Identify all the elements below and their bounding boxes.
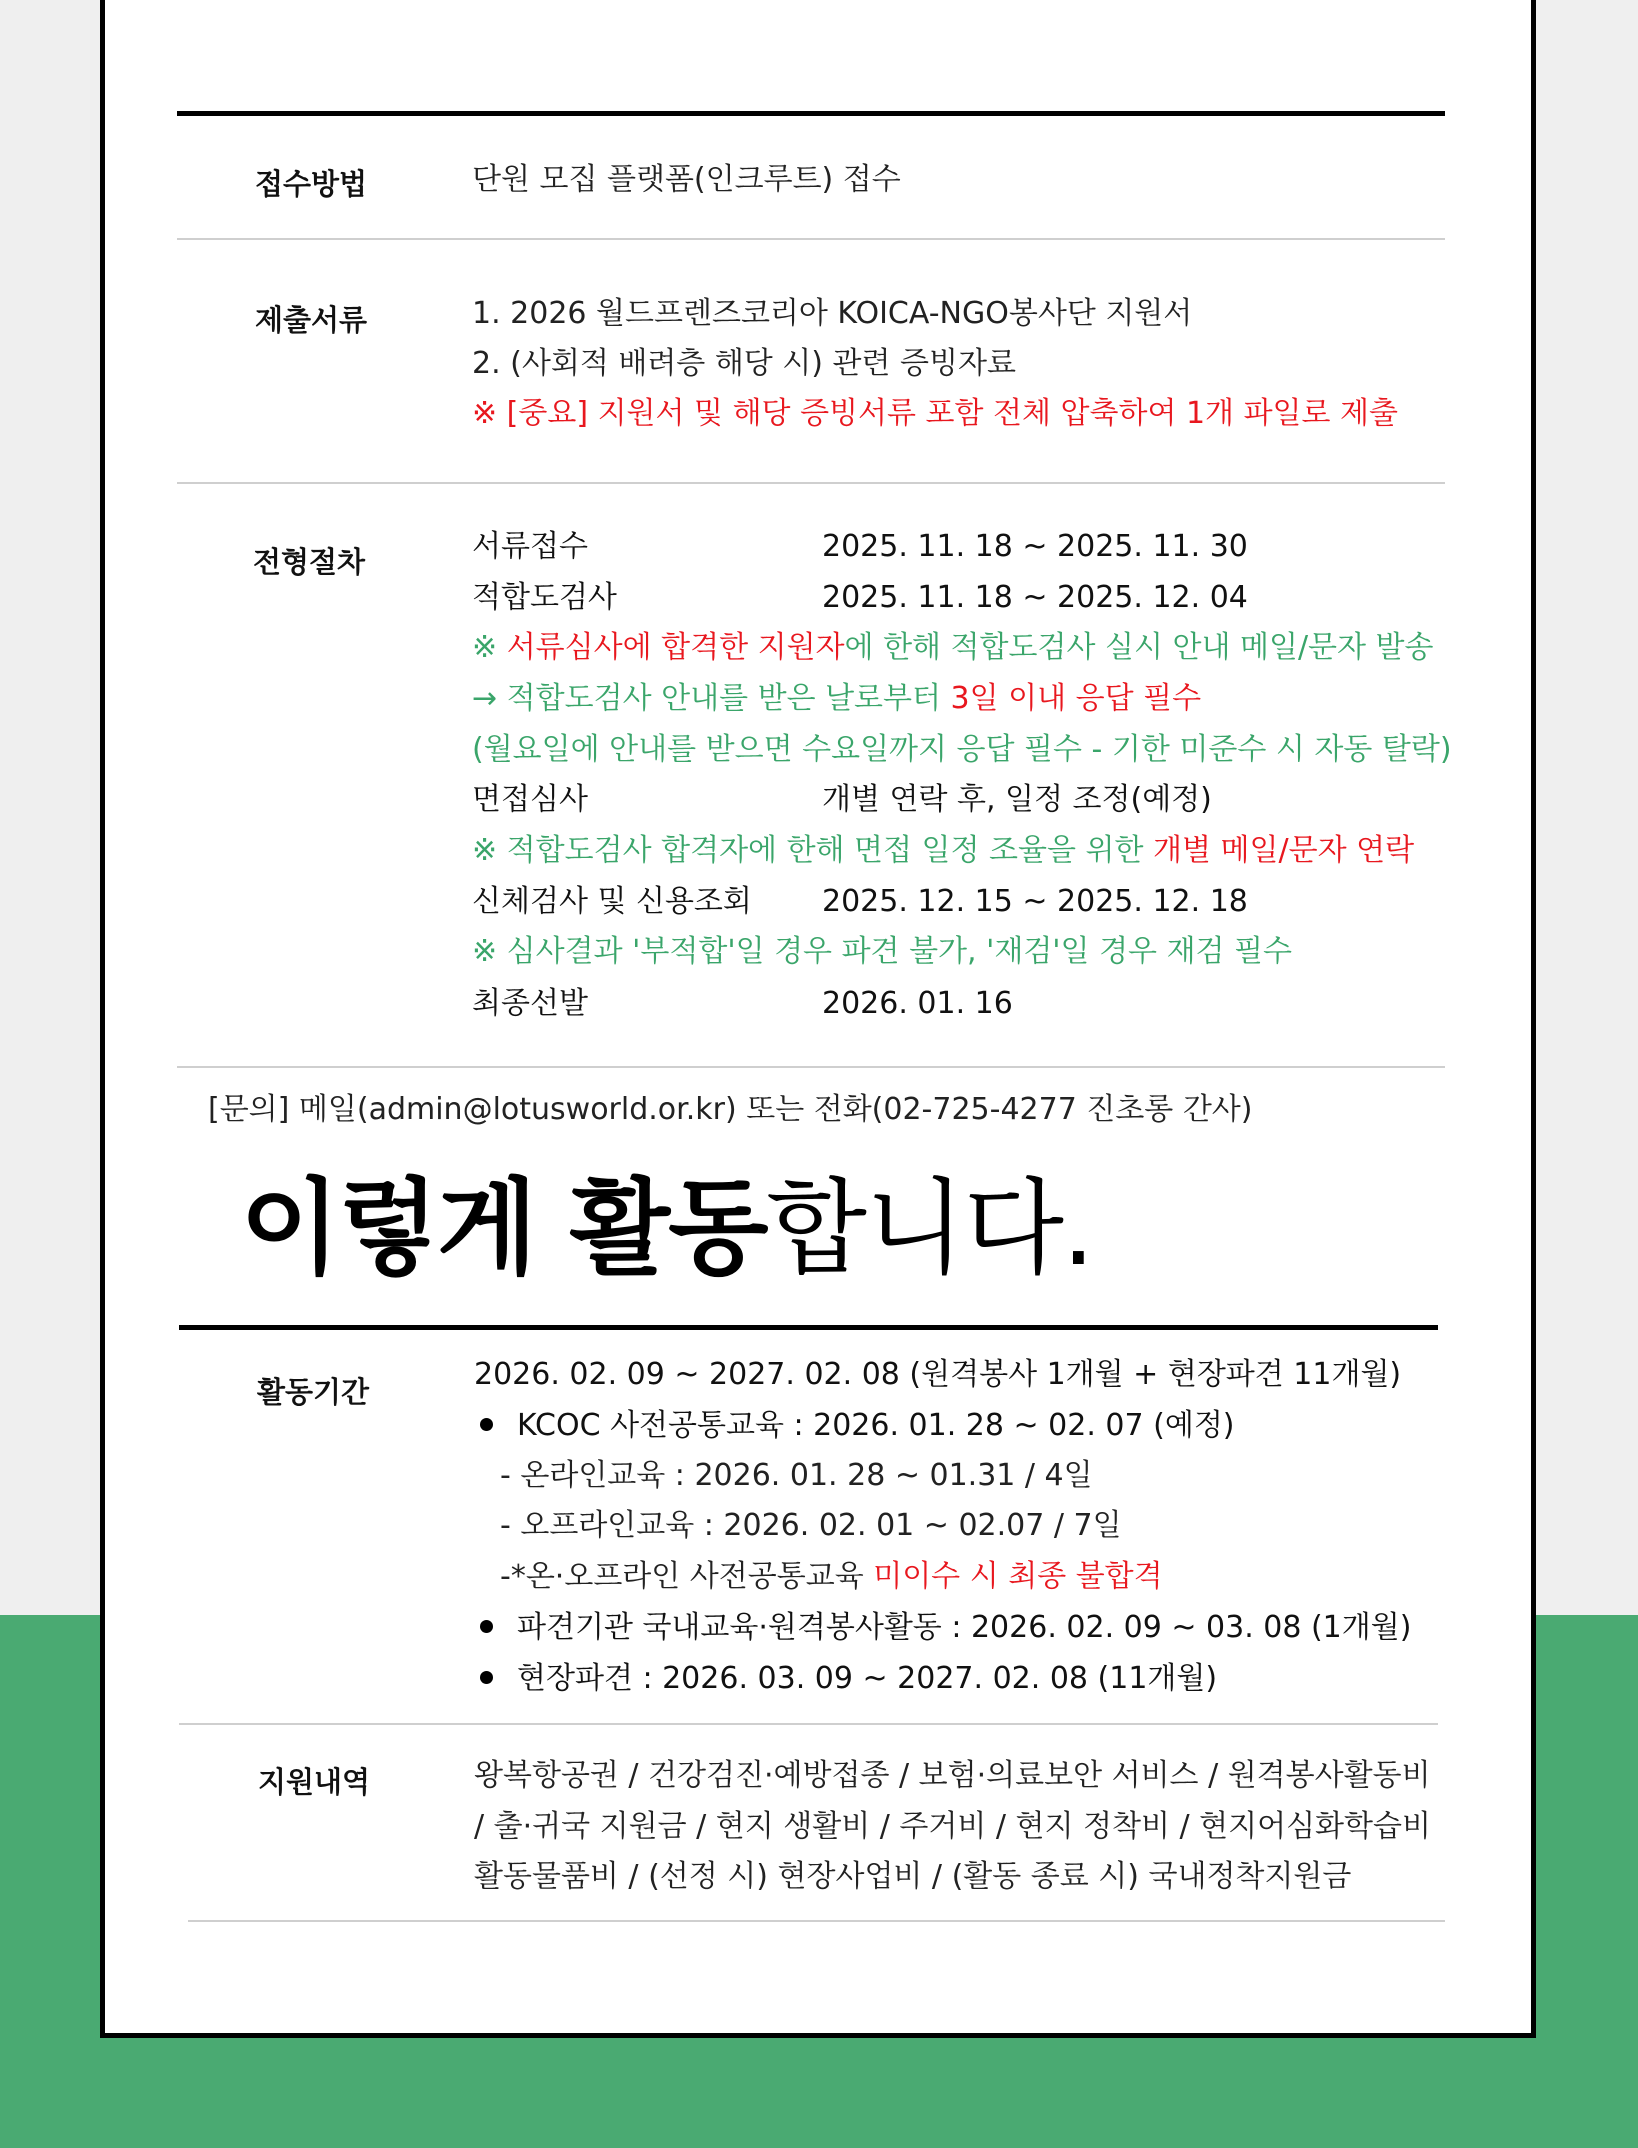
aptitude-note-1 [472, 630, 1434, 666]
support-line-1: 왕복항공권 / 건강검진·예방접종 / 보험·의료보안 서비스 / 원격봉사활동비 [474, 1758, 1431, 1793]
note-highlight: 개별 메일/문자 연락 [1153, 833, 1415, 868]
interview-note [472, 833, 1414, 869]
top-divider [177, 111, 1445, 116]
documents-note: ※ [중요] 지원서 및 해당 증빙서류 포함 전체 압축하여 1개 파일로 제출 [472, 396, 1399, 431]
final-date: 2026. 01. 16 [822, 986, 1013, 1021]
aptitude-note-3: (월요일에 안내를 받으면 수요일까지 응답 필수 - 기한 미준수 시 자동 탈락) [472, 732, 1452, 767]
period-bullet-3 [480, 1661, 1217, 1697]
physical-name: 신체검사 및 신용조회 [472, 884, 752, 919]
contact-info: [문의] 메일(admin@lotusworld.or.kr) 또는 전화(02-725-4277 진초롱 간사) [208, 1092, 1253, 1127]
bullet-text: 현장파견 : 2026. 03. 09 ~ 2027. 02. 08 (11개월) [517, 1661, 1218, 1696]
support-line-2: / 출·귀국 지원금 / 현지 생활비 / 주거비 / 현지 정착비 / 현지어심화학습비 [474, 1809, 1431, 1844]
bottom-divider [188, 1920, 1445, 1922]
bullet-icon [480, 1418, 493, 1431]
interview-date: 개별 연락 후, 일정 조정(예정) [822, 782, 1212, 817]
physical-note: ※ 심사결과 '부적합'일 경우 파견 불가, '재검'일 경우 재검 필수 [472, 934, 1293, 969]
period-bullet-1 [480, 1408, 1235, 1444]
bullet-text: KCOC 사전공통교육 : 2026. 01. 28 ~ 02. 07 (예정) [517, 1408, 1235, 1443]
aptitude-date: 2025. 11. 18 ~ 2025. 12. 04 [822, 580, 1248, 615]
process-label: 전형절차 [253, 545, 366, 579]
divider [177, 1066, 1445, 1068]
note-text: ※ 적합도검사 합격자에 한해 면접 일정 조율을 위한 [472, 833, 1154, 868]
reception-label: 접수방법 [255, 167, 368, 201]
divider [179, 1723, 1438, 1725]
support-label: 지원내역 [258, 1765, 371, 1799]
aptitude-note-2 [472, 681, 1201, 717]
note-text: 에 한해 적합도검사 실시 안내 메일/문자 발송 [844, 630, 1434, 665]
period-bullet-2 [480, 1610, 1411, 1646]
bullet-icon [480, 1671, 493, 1684]
period-main: 2026. 02. 09 ~ 2027. 02. 08 (원격봉사 1개월 + 현장파견 11개월) [474, 1357, 1402, 1392]
period-sub-2: - 오프라인교육 : 2026. 02. 01 ~ 02.07 / 7일 [500, 1508, 1122, 1543]
bullet-text: 파견기관 국내교육·원격봉사활동 : 2026. 02. 09 ~ 03. 08 (1개월) [517, 1610, 1412, 1645]
sub-text: -*온·오프라인 사전공통교육 [500, 1559, 874, 1594]
heading-divider [179, 1325, 1438, 1330]
documents-label: 제출서류 [255, 303, 368, 337]
doc-review-name: 서류접수 [472, 529, 588, 564]
heading-normal: 합니다. [766, 1167, 1093, 1289]
final-name: 최종선발 [472, 986, 588, 1021]
bullet-icon [480, 1620, 493, 1633]
activity-heading [240, 1168, 1093, 1288]
heading-bold: 이렇게 활동 [240, 1167, 767, 1289]
support-line-3: 활동물품비 / (선정 시) 현장사업비 / (활동 종료 시) 국내정착지원금 [474, 1859, 1352, 1894]
period-label: 활동기간 [257, 1375, 370, 1409]
note-marker: ※ [472, 630, 507, 665]
note-highlight: 3일 이내 응답 필수 [950, 681, 1202, 716]
divider [177, 238, 1445, 240]
document-item-2: 2. (사회적 배려층 해당 시) 관련 증빙자료 [472, 346, 1016, 381]
period-sub-3 [500, 1559, 1163, 1595]
document-item-1: 1. 2026 월드프렌즈코리아 KOICA-NGO봉사단 지원서 [472, 296, 1193, 331]
period-sub-1: - 온라인교육 : 2026. 01. 28 ~ 01.31 / 4일 [500, 1458, 1093, 1493]
sub-highlight: 미이수 시 최종 불합격 [873, 1559, 1163, 1594]
physical-date: 2025. 12. 15 ~ 2025. 12. 18 [822, 884, 1248, 919]
divider [177, 482, 1445, 484]
interview-name: 면접심사 [472, 782, 588, 817]
note-text: → 적합도검사 안내를 받은 날로부터 [472, 681, 951, 716]
doc-review-date: 2025. 11. 18 ~ 2025. 11. 30 [822, 529, 1248, 564]
note-highlight: 서류심사에 합격한 지원자 [506, 630, 845, 665]
reception-value: 단원 모집 플랫폼(인크루트) 접수 [472, 162, 901, 197]
aptitude-name: 적합도검사 [472, 580, 617, 615]
